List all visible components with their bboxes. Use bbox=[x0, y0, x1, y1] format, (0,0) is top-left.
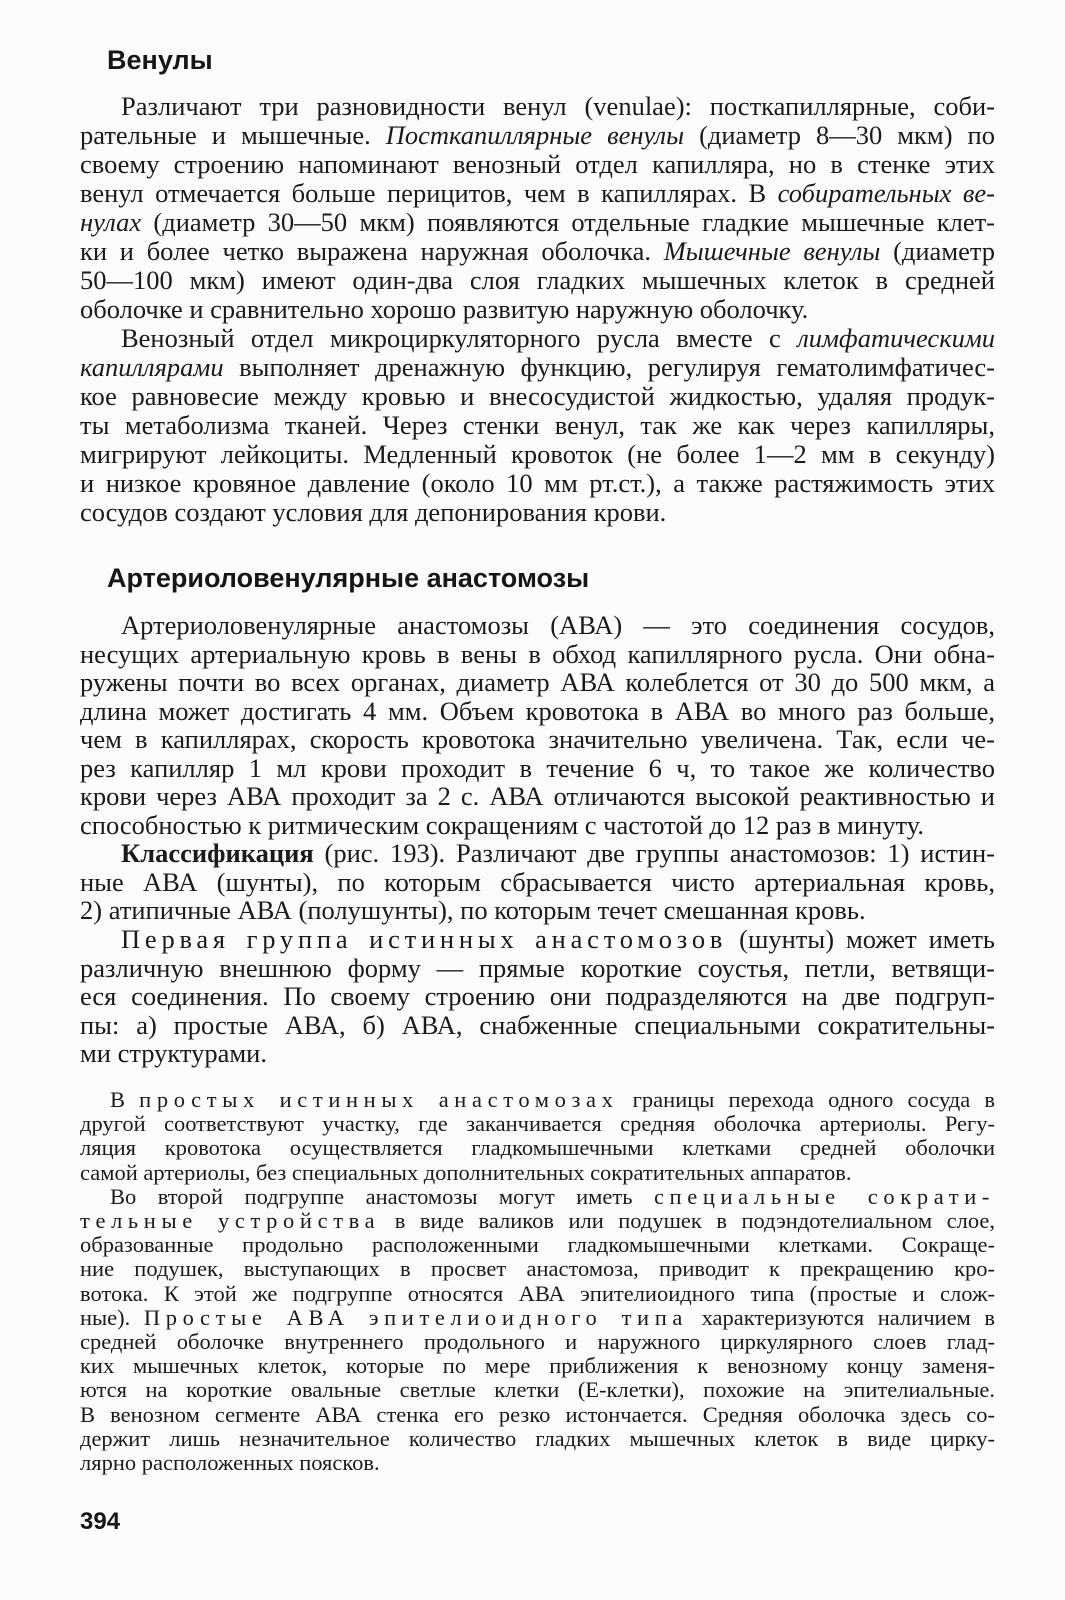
text-run: рез капилляр 1 мл крови проходит в течение 6 ч, то такое же количество bbox=[80, 752, 995, 783]
text-run: В венозном сегменте АВА стенка его резко истончается. Средняя оболочка здесь со- bbox=[80, 1401, 995, 1427]
text-run: различную внешнюю форму — прямые короткие соустья, петли, ветвящи- bbox=[80, 952, 995, 983]
text-run: и низкое кровяное давление (около 10 мм рт.ст.), а также растяжимость этих bbox=[80, 468, 995, 498]
text-line bbox=[80, 92, 995, 121]
text-line bbox=[80, 1354, 995, 1378]
page-number: 394 bbox=[80, 1508, 121, 1535]
text-run: 2) атипичные АВА (полушунты), по которым течет смешанная кровь. bbox=[80, 895, 866, 926]
text-run: крови через АВА проходит за 2 с. АВА отличаются высокой реактивностью и bbox=[80, 781, 995, 812]
spaced-emphasis: специальные сократи- bbox=[653, 1183, 995, 1209]
text-line bbox=[80, 1136, 995, 1160]
text-run: способностью к ритмическим сокращениям с частотой до 12 раз в минуту. bbox=[80, 809, 924, 840]
text-run: В bbox=[110, 1087, 140, 1112]
text-run: ты метаболизма тканей. Через стенки венул, так же как через капилляры, bbox=[80, 410, 995, 440]
text-line bbox=[80, 611, 995, 640]
text-run: (диаметр 30—50 мкм) появляются отдельные гладкие мышечные клет- bbox=[141, 207, 995, 237]
text-line bbox=[80, 811, 995, 840]
text-run: своему строению напоминают венозный отдел капилляра, но в стенке этих bbox=[80, 149, 995, 179]
section-heading-anastomoses: Артериоловенулярные анастомозы bbox=[107, 563, 590, 593]
text-line bbox=[80, 150, 995, 179]
text-run: границы перехода одного сосуда в bbox=[618, 1087, 995, 1112]
text-run: длина может достигать 4 мм. Объем кровотока в АВА во много раз больше, bbox=[80, 695, 995, 726]
italic-term: Мышечные венулы bbox=[663, 236, 881, 266]
text-run: лярно расположенных поясков. bbox=[80, 1450, 380, 1476]
text-run: ми структурами. bbox=[80, 1038, 267, 1069]
text-line bbox=[80, 1209, 995, 1233]
text-line bbox=[80, 179, 995, 208]
bold-term: Классификация bbox=[121, 838, 314, 869]
text-run: венул отмечается больше перицитов, чем в капиллярах. В bbox=[80, 178, 778, 208]
text-run: Венозный отдел микроциркуляторного русла вместе с bbox=[121, 323, 798, 353]
text-line bbox=[80, 295, 995, 324]
text-line bbox=[80, 1233, 995, 1257]
text-line bbox=[80, 982, 995, 1011]
text-run: ние подушек, выступающих в просвет анастомоза, приводит к прекращению кро- bbox=[80, 1256, 995, 1282]
text-run: кое равновесие между кровью и внесосудистой жидкостью, удаляя продук- bbox=[80, 381, 995, 411]
text-line bbox=[80, 868, 995, 897]
paragraph bbox=[80, 324, 995, 527]
text-line bbox=[80, 324, 995, 353]
text-line bbox=[80, 1112, 995, 1136]
text-run: характеризуются наличием в bbox=[688, 1304, 996, 1330]
spaced-emphasis: Первая группа истинных анастомозов bbox=[121, 924, 728, 955]
text-line bbox=[80, 1427, 995, 1451]
text-line bbox=[80, 1185, 995, 1209]
text-run: Различают три разновидности венул (venulae): посткапиллярные, соби- bbox=[121, 91, 995, 121]
text-line bbox=[80, 353, 995, 382]
text-line bbox=[80, 1378, 995, 1402]
text-run: (шунты) может иметь bbox=[727, 924, 995, 955]
text-line bbox=[80, 1039, 995, 1068]
text-run: ные). bbox=[80, 1304, 144, 1330]
text-line bbox=[80, 411, 995, 440]
text-run: в виде валиков или подушек в подэндотелиальном слое, bbox=[380, 1208, 995, 1234]
text-line bbox=[80, 121, 995, 150]
text-line bbox=[80, 640, 995, 669]
text-run: оболочке и сравнительно хорошо развитую наружную оболочку. bbox=[80, 294, 809, 324]
text-run: еся соединения. По своему строению они подразделяются на две подгруп- bbox=[80, 981, 995, 1012]
section-body-anastomoses bbox=[80, 611, 995, 1068]
text-run: пы: а) простые АВА, б) АВА, снабженные специальными сократительны- bbox=[80, 1009, 995, 1040]
text-line bbox=[80, 1451, 995, 1475]
paragraph bbox=[80, 1088, 995, 1185]
text-line bbox=[80, 839, 995, 868]
text-run: мигрируют лейкоциты. Медленный кровоток (не более 1—2 мм в секунду) bbox=[80, 439, 995, 469]
text-run: чем в капиллярах, скорость кровотока значительно увеличена. Так, если че- bbox=[80, 724, 995, 755]
text-run: (диаметр 8—30 мкм) по bbox=[684, 120, 995, 150]
paragraph bbox=[80, 1185, 995, 1475]
paragraph bbox=[80, 92, 995, 324]
text-run: ные АВА (шунты), по которым сбрасывается чисто артериальная кровь, bbox=[80, 866, 995, 897]
text-run: 50—100 мкм) имеют один-два слоя гладких мышечных клеток в средней bbox=[80, 265, 995, 295]
text-line bbox=[80, 1282, 995, 1306]
text-line bbox=[80, 925, 995, 954]
text-run: ки и более четко выражена наружная оболочка. bbox=[80, 236, 664, 266]
text-run: Артериоловенулярные анастомозы (АВА) — это соединения сосудов, bbox=[121, 610, 995, 640]
text-line bbox=[80, 1257, 995, 1281]
text-line bbox=[80, 1161, 995, 1185]
text-line bbox=[80, 1403, 995, 1427]
text-line bbox=[80, 266, 995, 295]
text-line bbox=[80, 382, 995, 411]
text-run: (диаметр bbox=[880, 236, 996, 266]
text-run: ких мышечных клеток, которые по мере приближения к венозному концу заменя- bbox=[80, 1353, 995, 1379]
section-body-venules bbox=[80, 92, 995, 527]
text-line bbox=[80, 697, 995, 726]
text-line bbox=[80, 469, 995, 498]
text-run: самой артериолы, без специальных дополнительных сократительных аппаратов. bbox=[80, 1159, 852, 1185]
section-heading-venules: Венулы bbox=[107, 45, 213, 75]
text-run: рательные и мышечные. bbox=[80, 120, 386, 150]
text-line bbox=[80, 1306, 995, 1330]
text-run: Во второй подгруппе анастомозы могут иметь bbox=[110, 1183, 654, 1209]
italic-term: собирательных ве- bbox=[777, 178, 995, 208]
text-line bbox=[80, 498, 995, 527]
small-print-body bbox=[80, 1088, 995, 1475]
text-run: вотока. К этой же подгруппе относятся АВА эпителиоидного типа (простые и слож- bbox=[80, 1280, 995, 1306]
text-line bbox=[80, 237, 995, 266]
text-line bbox=[80, 1088, 995, 1112]
spaced-emphasis: тельные устройства bbox=[80, 1208, 381, 1234]
italic-term: капиллярами bbox=[80, 352, 224, 382]
text-line bbox=[80, 208, 995, 237]
italic-term: нулах bbox=[80, 207, 142, 237]
italic-term: Посткапиллярные венулы bbox=[385, 120, 685, 150]
text-line bbox=[80, 440, 995, 469]
text-line bbox=[80, 725, 995, 754]
spaced-emphasis: простых истинных анастомозах bbox=[139, 1087, 619, 1112]
text-line bbox=[80, 954, 995, 983]
text-run: держит лишь незначительное количество гладких мышечных клеток в виде цирку- bbox=[80, 1425, 995, 1451]
text-run: другой соответствуют участку, где заканчивается средняя оболочка артериолы. Регу- bbox=[80, 1111, 995, 1137]
text-line bbox=[80, 668, 995, 697]
paragraph bbox=[80, 611, 995, 839]
text-line bbox=[80, 754, 995, 783]
paragraph bbox=[80, 925, 995, 1068]
spaced-emphasis: Простые АВА эпителиоидного типа bbox=[143, 1304, 688, 1330]
text-run: образованные продольно расположенными гладкомышечными клетками. Сокраще- bbox=[80, 1232, 995, 1258]
text-run: (рис. 193). Различают две группы анастомозов: 1) истин- bbox=[313, 838, 995, 869]
text-run: сосудов создают условия для депонирования крови. bbox=[80, 497, 667, 527]
text-line bbox=[80, 782, 995, 811]
text-run: ются на короткие овальные светлые клетки (Е-клетки), похожие на эпителиальные. bbox=[80, 1377, 995, 1403]
paragraph bbox=[80, 839, 995, 925]
text-run: средней оболочке внутреннего продольного и наружного циркулярного слоев глад- bbox=[80, 1329, 995, 1355]
text-line bbox=[80, 896, 995, 925]
text-run: несущих артериальную кровь в вены в обход капиллярного русла. Они обна- bbox=[80, 638, 995, 669]
text-line bbox=[80, 1011, 995, 1040]
text-run: выполняет дренажную функцию, регулируя гематолимфатичес- bbox=[223, 352, 995, 382]
italic-term: лимфатическими bbox=[797, 323, 995, 353]
text-run: ляция кровотока осуществляется гладкомышечными клетками средней оболочки bbox=[80, 1135, 995, 1161]
text-run: ружены почти во всех органах, диаметр АВА колеблется от 30 до 500 мкм, а bbox=[80, 667, 995, 698]
text-line bbox=[80, 1330, 995, 1354]
